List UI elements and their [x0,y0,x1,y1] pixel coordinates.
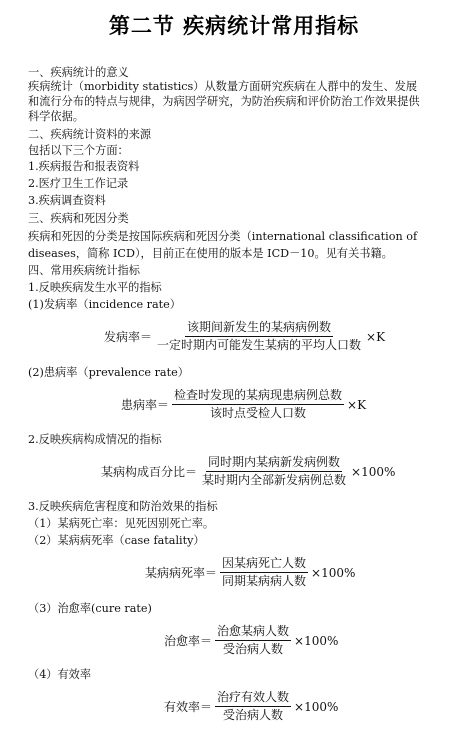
heading-sources: 二、疾病统计资料的来源 [28,128,152,141]
formula-lhs: 治愈率＝ [164,634,213,648]
formula-numerator: 该期间新发生的某病病例数 [185,320,333,337]
formula-denominator: 该时点受检人口数 [210,406,307,420]
formula-lhs: 患病率＝ [121,398,170,412]
formula-fraction [200,455,348,488]
effective-rate-formula [164,690,338,723]
cure-rate-formula [164,624,338,657]
heading-classification: 三、疾病和死因分类 [28,212,129,225]
formula-fraction [220,556,308,589]
subheading: (1)发病率（incidence rate） [28,298,181,311]
paragraph-line: diseases，简称 ICD），目前正在使用的版本是 ICD－10。见有关书籍。 [28,247,393,260]
heading-indicators: 四、常用疾病统计指标 [28,264,140,277]
formula-multiplier: ×100% [351,464,396,479]
formula-fraction [215,624,291,657]
list-item: （3）治愈率(cure rate) [28,602,152,615]
list-item: （2）某病病死率（case fatality） [28,534,205,547]
formula-denominator: 受治病人数 [223,642,284,656]
case-fatality-formula [145,556,355,589]
formula-denominator: 受治病人数 [223,708,284,722]
section-title: 第二节 疾病统计常用指标 [108,14,360,38]
list-item: 1.疾病报告和报表资料 [28,160,140,173]
formula-numerator: 治愈某病人数 [215,624,291,641]
formula-numerator: 检查时发现的某病现患病例总数 [172,388,344,405]
prevalence-rate-formula [121,388,366,421]
heading-significance: 一、疾病统计的意义 [28,66,129,79]
formula-multiplier: ×100% [294,699,339,714]
formula-denominator: 同期某病病人数 [222,574,307,588]
paragraph-line: 疾病和死因的分类是按国际疾病和死因分类（international classification of [28,230,418,243]
list-item: （4）有效率 [28,668,92,681]
formula-lhs: 有效率＝ [164,700,213,714]
formula-fraction [155,320,363,353]
incidence-rate-formula [104,320,385,353]
formula-lhs: 某病构成百分比＝ [101,465,198,479]
list-item: 3.疾病调查资料 [28,194,106,207]
formula-numerator: 因某病死亡人数 [220,556,308,573]
subheading: 2.反映疾病构成情况的指标 [28,433,162,446]
formula-lhs: 发病率＝ [104,330,153,344]
composition-formula [101,455,395,488]
subheading: 3.反映疾病危害程度和防治效果的指标 [28,500,218,513]
formula-fraction [215,690,291,723]
formula-multiplier: ×K [347,397,367,412]
subheading: 1.反映疾病发生水平的指标 [28,281,162,294]
paragraph-line: 包括以下三个方面： [28,144,129,157]
formula-denominator: 一定时期内可能发生某病的平均人口数 [157,338,362,352]
formula-multiplier: ×100% [311,565,356,580]
formula-denominator: 某时期内全部新发病例总数 [202,473,347,487]
formula-numerator: 同时期内某病新发病例数 [206,455,342,472]
list-item: 2.医疗卫生工作记录 [28,177,129,190]
formula-numerator: 治疗有效人数 [215,690,291,707]
paragraph-line: 科学依据。 [28,110,84,123]
list-item: （1）某病死亡率：见死因别死亡率。 [28,517,215,530]
paragraph-line: 疾病统计（morbidity statistics）从数量方面研究疾病在人群中的发生、发展 [28,80,418,93]
formula-multiplier: ×100% [294,633,339,648]
formula-fraction [172,388,344,421]
subheading: (2)患病率（prevalence rate） [28,366,189,379]
formula-multiplier: ×K [366,329,386,344]
paragraph-line: 和流行分布的特点与规律，为病因学研究，为防治疾病和评价防治工作效果提供 [28,95,420,108]
formula-lhs: 某病病死率＝ [145,566,218,580]
